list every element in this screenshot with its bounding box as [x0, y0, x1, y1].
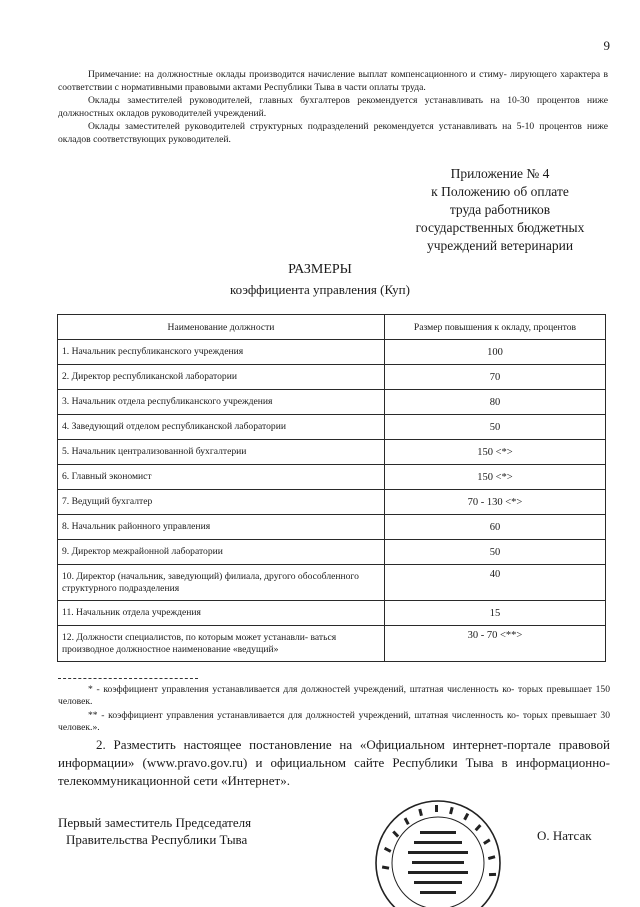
coefficient-table — [57, 314, 606, 662]
position-name: 11. Начальник отдела учреждения — [58, 601, 385, 626]
footnote: * - коэффициент управления устанавливается для должностей учреждений, штатная численность ко- торых превышает 150 человек. — [58, 684, 610, 707]
table-row — [58, 440, 606, 465]
rate-value: 50 — [385, 415, 606, 440]
position-name: 2. Директор республиканской лаборатории — [58, 365, 385, 390]
position-name: 4. Заведующий отделом республиканской лаборатории — [58, 415, 385, 440]
appendix-line: труда работников — [449, 202, 551, 217]
position-name: 8. Начальник районного управления — [58, 515, 385, 540]
rate-value: 150 <*> — [385, 465, 606, 490]
position-name: 7. Ведущий бухгалтер — [58, 490, 385, 515]
table-row — [58, 340, 606, 365]
stamp-seal — [376, 801, 500, 907]
signatory-name: О. Натсак — [537, 828, 592, 843]
rate-value: 40 — [385, 565, 606, 601]
table-row — [58, 601, 606, 626]
table-row — [58, 390, 606, 415]
position-name: 10. Директор (начальник, заведующий) филиала, другого обособленного структурного подразделения — [58, 565, 385, 601]
document-title: РАЗМЕРЫ — [288, 262, 352, 277]
table-row — [58, 415, 606, 440]
position-name: 3. Начальник отдела республиканского учреждения — [58, 390, 385, 415]
signatory-position-line: Первый заместитель Председателя — [58, 815, 252, 830]
rate-value: 100 — [385, 340, 606, 365]
appendix-line: Приложение № 4 — [450, 166, 550, 181]
decree-paragraph — [58, 736, 610, 790]
decree-text: 2. Разместить настоящее постановление на «Официальном интернет-портале правовой информации» (www.pravo.gov.ru) и официальном сайте Республики Тыва в информационно-телекоммуникационной сети «Интернет». — [58, 737, 610, 788]
rate-value: 70 - 130 <*> — [385, 490, 606, 515]
note-paragraph: Оклады заместителей руководителей, главных бухгалтеров рекомендуется устанавливать на 10-30 процентов ниже должностных окладов руководителей учреждений. — [58, 95, 608, 119]
table-row — [58, 540, 606, 565]
table-row — [58, 515, 606, 540]
note-block — [58, 68, 608, 146]
footnote: ** - коэффициент управления устанавливается для должностей учреждений, штатная численность ко- торых превышает 30 человек.». — [58, 710, 610, 733]
appendix-line: государственных бюджетных — [415, 220, 585, 235]
table-row — [58, 490, 606, 515]
appendix-heading — [380, 165, 620, 255]
appendix-line: учреждений ветеринарии — [426, 238, 574, 253]
position-name: 5. Начальник централизованной бухгалтерии — [58, 440, 385, 465]
rate-value: 30 - 70 <**> — [385, 626, 606, 662]
page-number: 9 — [603, 38, 610, 53]
table-row — [58, 465, 606, 490]
position-name: 12. Должности специалистов, по которым может устанавли- ваться производное должностное наименование «ведущий» — [58, 626, 385, 662]
table-header-row — [58, 315, 606, 340]
signatory-position-line: Правительства Республики Тыва — [66, 832, 248, 847]
table-row — [58, 565, 606, 601]
column-header-rate: Размер повышения к окладу, процентов — [385, 315, 606, 340]
official-stamp — [370, 795, 510, 907]
position-name: 6. Главный экономист — [58, 465, 385, 490]
rate-value: 50 — [385, 540, 606, 565]
rate-value: 15 — [385, 601, 606, 626]
rate-value: 60 — [385, 515, 606, 540]
rate-value: 150 <*> — [385, 440, 606, 465]
table-row — [58, 626, 606, 662]
appendix-line: к Положению об оплате — [431, 184, 569, 199]
rate-value: 80 — [385, 390, 606, 415]
note-paragraph: Оклады заместителей руководителей структурных подразделений рекомендуется устанавливать на 5-10 процентов ниже окладов соответствующих руководителей. — [58, 121, 608, 145]
footnote-divider — [58, 678, 198, 679]
column-header-position: Наименование должности — [58, 315, 385, 340]
signatory-position — [58, 814, 251, 848]
document-subtitle: коэффициента управления (Куп) — [230, 282, 410, 297]
position-name: 9. Директор межрайонной лаборатории — [58, 540, 385, 565]
rate-value: 70 — [385, 365, 606, 390]
table-row — [58, 365, 606, 390]
position-name: 1. Начальник республиканского учреждения — [58, 340, 385, 365]
note-paragraph: Примечание: на должностные оклады производится начисление выплат компенсационного и стиму- лирующего характера в соответствии с нормативными правовыми актами Республики Тыва в части оплаты труда. — [58, 69, 608, 93]
